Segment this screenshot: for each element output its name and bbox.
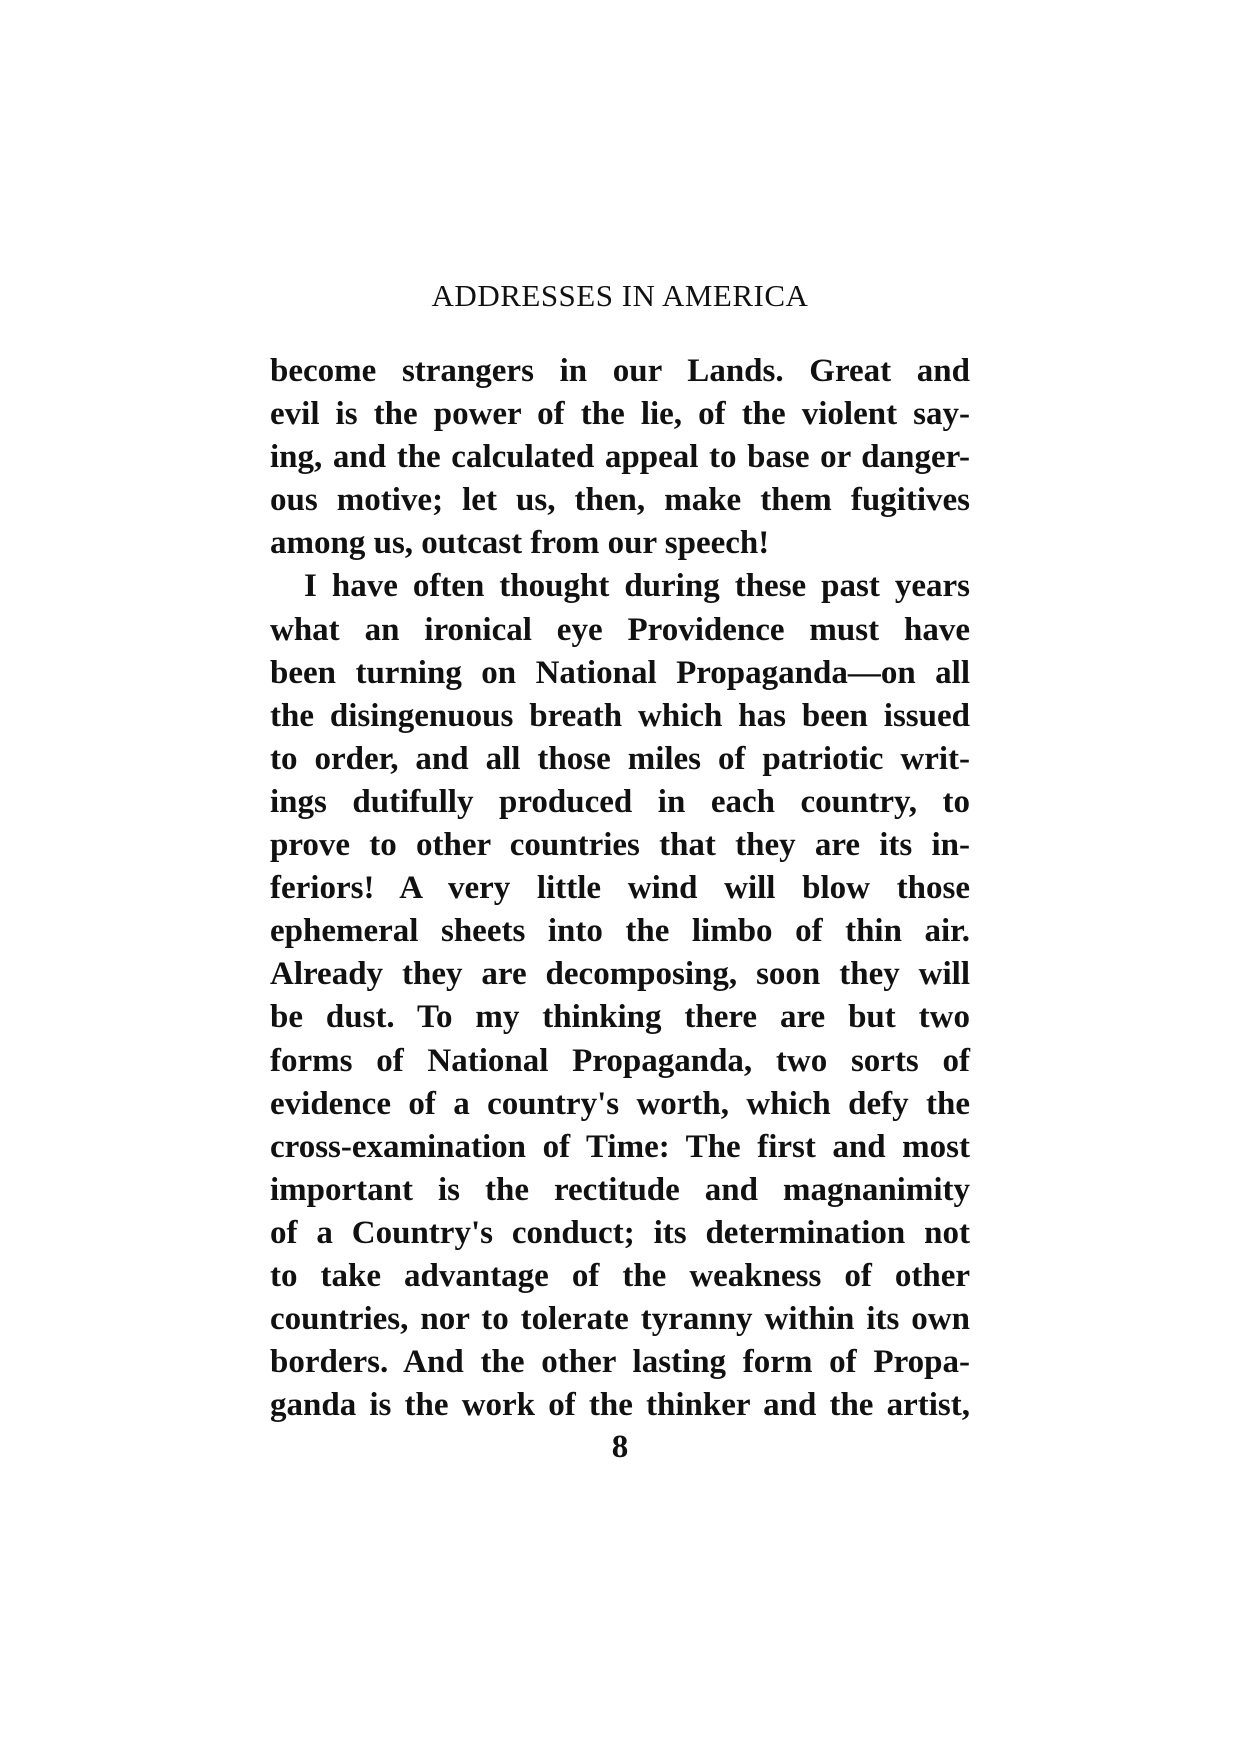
text-line: cross-examination of Time: The first and most	[270, 1128, 970, 1165]
running-head: ADDRESSES IN AMERICA	[431, 278, 809, 313]
text-line: be dust. To my thinking there are but two	[270, 999, 970, 1036]
text-line: ephemeral sheets into the limbo of thin air.	[270, 913, 970, 950]
text-line: among us, outcast from our speech!	[270, 525, 770, 562]
text-line: ous motive; let us, then, make them fugitives	[270, 482, 970, 519]
text-line: prove to other countries that they are its in-	[270, 827, 970, 864]
text-line: feriors! A very little wind will blow those	[270, 870, 970, 907]
text-line: ganda is the work of the thinker and the artist,	[270, 1387, 970, 1424]
text-line: become strangers in our Lands. Great and	[270, 353, 970, 389]
text-line: what an ironical eye Providence must have	[270, 611, 970, 648]
text-line: ings dutifully produced in each country, to	[270, 783, 970, 820]
text-line: Already they are decomposing, soon they will	[270, 956, 970, 993]
text-line: important is the rectitude and magnanimity	[270, 1171, 970, 1208]
text-line: to take advantage of the weakness of other	[270, 1257, 970, 1294]
text-line: been turning on National Propaganda—on all	[270, 654, 970, 691]
page-number: 8	[611, 1429, 629, 1465]
text-line: evil is the power of the lie, of the violent say-	[270, 396, 970, 433]
text-line: forms of National Propaganda, two sorts of	[270, 1042, 970, 1079]
body-text	[270, 350, 970, 1427]
text-line: ing, and the calculated appeal to base or danger-	[270, 439, 970, 476]
text-line: the disingenuous breath which has been issued	[270, 697, 970, 734]
text-line: to order, and all those miles of patriotic writ-	[270, 740, 970, 777]
text-line: countries, nor to tolerate tyranny within its own	[270, 1301, 970, 1338]
text-line: evidence of a country's worth, which defy the	[270, 1085, 970, 1122]
text-line: of a Country's conduct; its determination not	[270, 1214, 970, 1251]
text-line: borders. And the other lasting form of Propa-	[270, 1344, 970, 1381]
text-line: I have often thought during these past years	[304, 568, 970, 605]
